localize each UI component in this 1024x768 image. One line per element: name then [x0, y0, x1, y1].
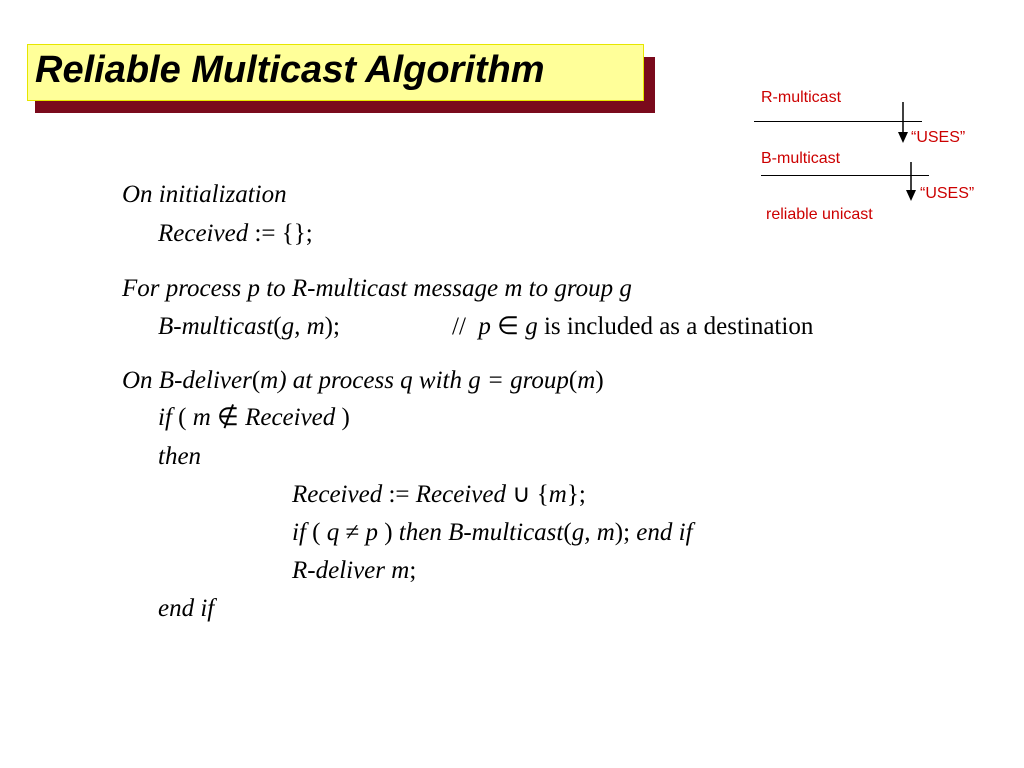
r-deliver-call: R-deliver m — [292, 557, 410, 584]
call-args: g, m — [281, 313, 325, 340]
if-not-received-line — [158, 405, 350, 430]
var-m: m — [548, 481, 567, 508]
union-symbol: ∪ — [505, 481, 537, 508]
init-header: On initialization — [122, 181, 287, 208]
b-multicast-call: B-multicast — [158, 313, 274, 340]
uses-arrow-icon-1 — [898, 102, 908, 143]
then-keyword: then — [158, 443, 202, 470]
empty-set-assign: := {}; — [248, 220, 313, 247]
var-m: m — [577, 367, 596, 394]
init-body-line — [158, 221, 313, 246]
end-if-keyword: end if — [636, 519, 693, 546]
then-b-multicast: then B-multicast — [398, 519, 564, 546]
paren: ( — [251, 367, 261, 394]
brace-open: { — [536, 481, 549, 508]
diagram-uses-label-1: “USES” — [911, 129, 966, 146]
var-m: m — [260, 367, 279, 394]
assign-op: := — [382, 481, 416, 508]
brace-close: }; — [566, 481, 586, 508]
paren-close: ) — [595, 367, 604, 394]
if-keyword: if — [292, 519, 306, 546]
paren: ( — [171, 404, 193, 431]
not-equal-symbol: ≠ — [339, 519, 366, 546]
paren: ( — [568, 367, 578, 394]
not-element-of-symbol: ∉ — [210, 404, 246, 431]
b-deliver-label: On B-deliver — [122, 367, 252, 394]
diagram-b-multicast-label: B-multicast — [761, 150, 841, 167]
paren-close: ); — [614, 519, 637, 546]
r-multicast-header: For process p to R-multicast message m to group g — [122, 275, 632, 302]
var-p: p — [365, 519, 378, 546]
paren-close: ) — [377, 519, 399, 546]
var-q: q — [326, 519, 340, 546]
diagram-uses-label-2: “USES” — [920, 185, 975, 202]
comment-text: is included as a destination — [537, 313, 814, 340]
received-var: Received — [292, 481, 383, 508]
b-deliver-header — [122, 368, 604, 393]
uses-arrow-icon-2 — [906, 162, 916, 201]
end-if-keyword: end if — [158, 595, 215, 622]
comment-slashes: // — [452, 313, 466, 340]
received-var: Received — [158, 220, 249, 247]
received-update-line — [292, 482, 586, 507]
diagram-r-multicast-label: R-multicast — [761, 89, 842, 106]
call-args: g, m — [571, 519, 615, 546]
element-of-symbol: ∈ — [490, 313, 526, 340]
paren-close: ) — [335, 404, 350, 431]
if-keyword: if — [158, 404, 172, 431]
page-title: Reliable Multicast Algorithm — [35, 49, 545, 91]
var-p: p — [478, 313, 491, 340]
b-multicast-line — [158, 314, 340, 339]
paren: ( — [273, 313, 282, 340]
paren: ( — [563, 519, 572, 546]
process-q-text: ) at process q with g = group — [278, 367, 569, 394]
var-g: g — [525, 313, 538, 340]
if-q-not-p-line — [292, 520, 693, 545]
semicolon: ; — [409, 557, 417, 584]
received-var: Received — [415, 481, 506, 508]
received-var: Received — [245, 404, 336, 431]
paren: ( — [305, 519, 327, 546]
paren-close: ); — [324, 313, 340, 340]
var-m: m — [192, 404, 211, 431]
r-deliver-line — [292, 558, 416, 583]
destination-comment — [452, 314, 813, 339]
diagram-reliable-unicast-label: reliable unicast — [766, 206, 873, 223]
